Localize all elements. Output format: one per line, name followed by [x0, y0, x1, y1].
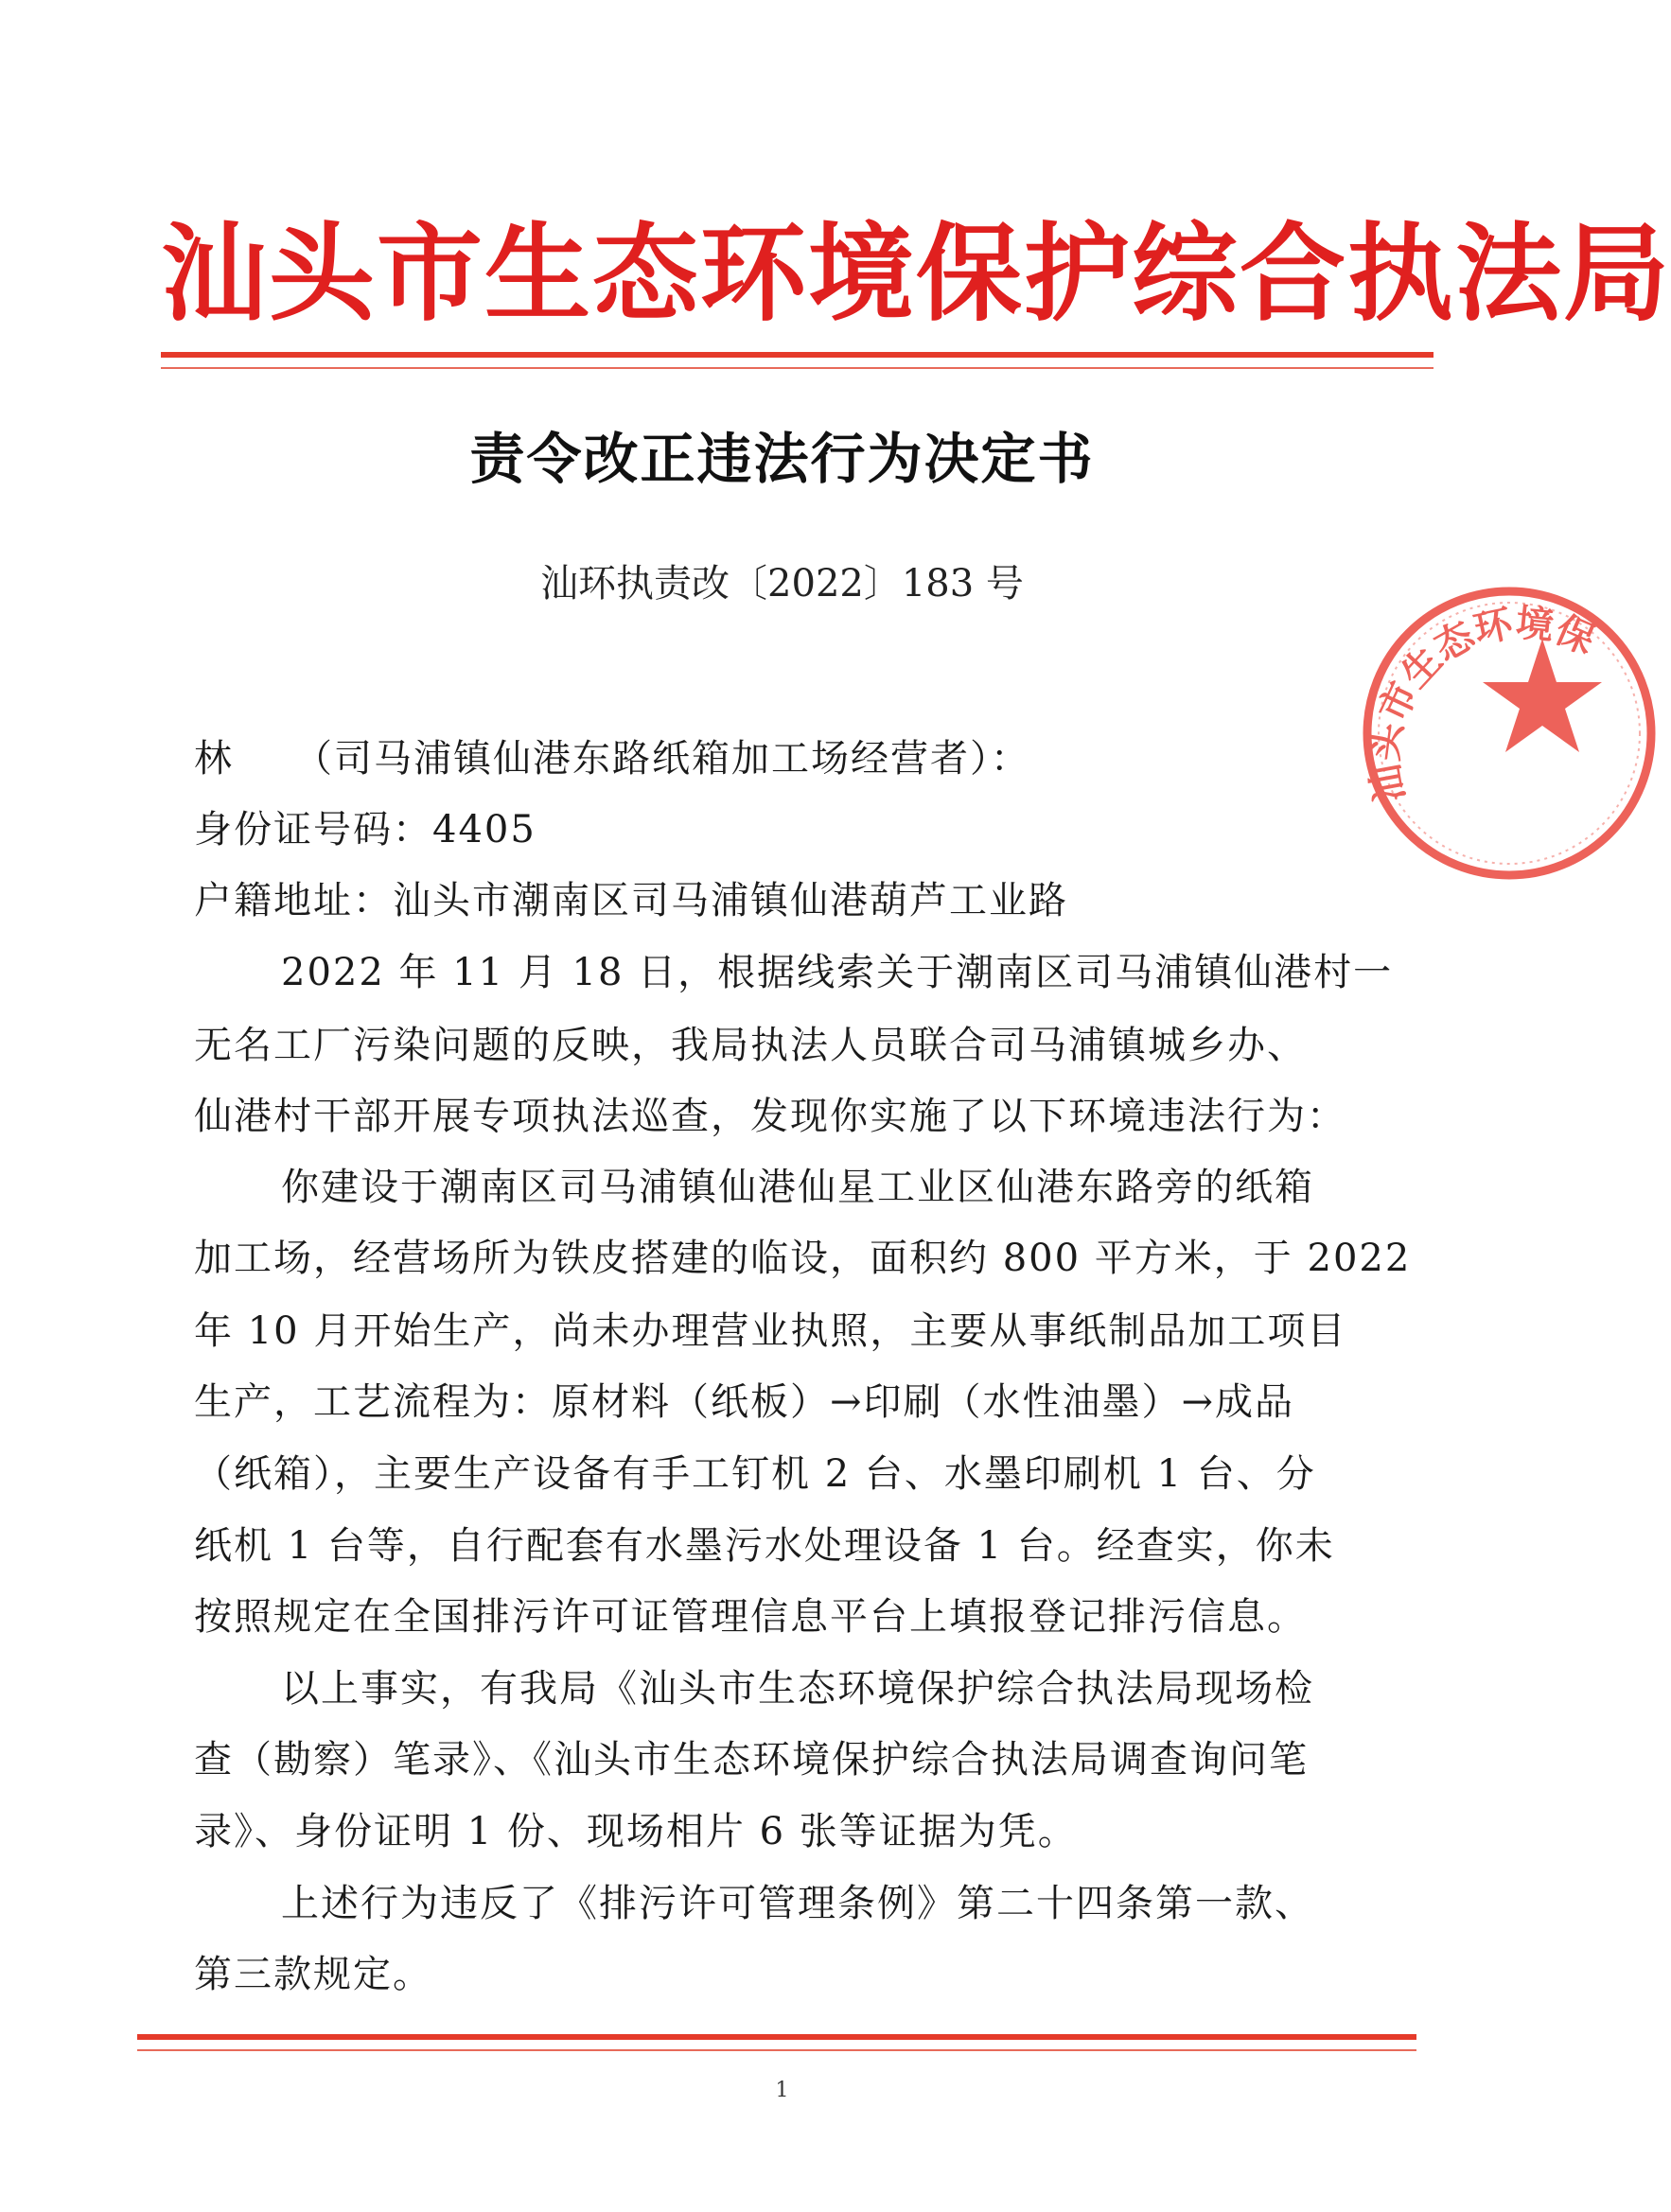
body-line: 生产，工艺流程为：原材料（纸板）→印刷（水性油墨）→成品 [194, 1380, 1295, 1424]
party-name-line: 林 （司马浦镇仙港东路纸箱加工场经营者）： [194, 737, 1030, 781]
page-number: 1 [775, 2079, 789, 2102]
body-line: 按照规定在全国排污许可证管理信息平台上填报登记排污信息。 [194, 1595, 1307, 1639]
body-line: 仙港村干部开展专项执法巡查，发现你实施了以下环境违法行为： [194, 1095, 1346, 1138]
org-header-title: 汕头市生态环境保护综合执法局 [161, 212, 1671, 336]
body-line: 你建设于潮南区司马浦镇仙港仙星工业区仙港东路旁的纸箱 [281, 1166, 1314, 1209]
party-address-line: 户籍地址：汕头市潮南区司马浦镇仙港葫芦工业路 [194, 879, 1068, 922]
seal-text: 汕头市生态环境保 [1362, 600, 1602, 807]
body-line: 以上事实，有我局《汕头市生态环境保护综合执法局现场检 [281, 1667, 1314, 1711]
footer-rule-thick [137, 2034, 1416, 2040]
party-id-line: 身份证号码：4405 [194, 808, 536, 851]
document-number: 汕环执责改〔2022〕183 号 [540, 562, 1024, 606]
body-line: 上述行为违反了《排污许可管理条例》第二十四条第一款、 [281, 1882, 1314, 1925]
body-line: 查（勘察）笔录》、《汕头市生态环境保护综合执法局调查询问笔 [194, 1738, 1309, 1782]
footer-rule-thin [137, 2049, 1416, 2051]
document-title: 责令改正违法行为决定书 [469, 427, 1095, 491]
body-line: 加工场，经营场所为铁皮搭建的临设，面积约 800 平方米，于 2022 [194, 1237, 1412, 1280]
body-line: 纸机 1 台等，自行配套有水墨污水处理设备 1 台。经查实，你未 [194, 1524, 1335, 1568]
header-rule-thick [161, 352, 1434, 358]
body-line: 录》、身份证明 1 份、现场相片 6 张等证据为凭。 [194, 1810, 1078, 1853]
body-line: 第三款规定。 [194, 1953, 432, 1996]
body-line: 2022 年 11 月 18 日，根据线索关于潮南区司马浦镇仙港村一 [281, 951, 1394, 994]
body-line: 无名工厂污染问题的反映，我局执法人员联合司马浦镇城乡办、 [194, 1024, 1307, 1067]
body-line: 年 10 月开始生产，尚未办理营业执照，主要从事纸制品加工项目 [194, 1309, 1347, 1353]
body-line: （纸箱），主要生产设备有手工钉机 2 台、水墨印刷机 1 台、分 [194, 1452, 1316, 1496]
header-rule-thin [161, 367, 1434, 369]
